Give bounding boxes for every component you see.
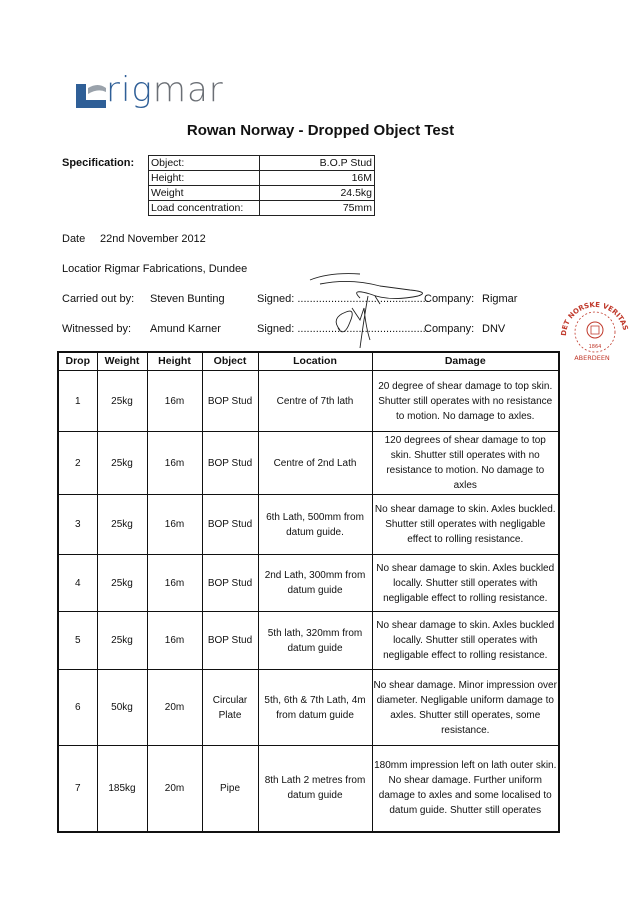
table-cell: 16m — [147, 432, 202, 495]
table-cell: 6th Lath, 500mm from datum guide. — [258, 495, 372, 555]
drop-results-table — [57, 351, 560, 833]
table-header-row — [58, 352, 559, 371]
spec-row — [149, 186, 375, 201]
svg-text:ABERDEEN: ABERDEEN — [574, 354, 610, 362]
specification-label: Specification: — [62, 157, 135, 169]
spec-cell: Height: — [149, 171, 260, 186]
table-cell: 25kg — [97, 371, 147, 432]
carried-out-label: Carried out by: — [62, 293, 135, 305]
spec-row — [149, 156, 375, 171]
date-value: 22nd November 2012 — [100, 233, 206, 245]
table-cell: No shear damage to skin. Axles buckled locally. Shutter still operates with negligable effect to rolling resistance. — [372, 612, 559, 670]
spec-row — [149, 201, 375, 216]
spec-cell: Object: — [149, 156, 260, 171]
table-cell: 8th Lath 2 metres from datum guide — [258, 746, 372, 832]
logo-text: rigmar — [106, 70, 224, 110]
column-header: Damage — [372, 352, 559, 371]
table-row — [58, 612, 559, 670]
company-value: Rigmar — [482, 293, 518, 305]
signature-icon — [290, 268, 450, 358]
table-cell: Circular Plate — [202, 670, 258, 746]
table-cell: 25kg — [97, 555, 147, 612]
table-cell: 25kg — [97, 495, 147, 555]
table-cell: 25kg — [97, 612, 147, 670]
spec-cell: 16M — [260, 171, 375, 186]
rigmar-logo — [72, 70, 224, 116]
company-label: Company: — [424, 323, 475, 335]
table-cell: 16m — [147, 371, 202, 432]
table-cell: 16m — [147, 555, 202, 612]
table-cell: 16m — [147, 495, 202, 555]
table-cell: 5 — [58, 612, 97, 670]
table-row — [58, 555, 559, 612]
table-cell: Pipe — [202, 746, 258, 832]
carried-out-name: Steven Bunting — [150, 293, 225, 305]
table-cell: 6 — [58, 670, 97, 746]
svg-text:1864: 1864 — [588, 344, 602, 350]
table-cell: 180mm impression left on lath outer skin. No shear damage. Further uniform damage to axles and some localised to datum guide. Shutter still operates — [372, 746, 559, 832]
table-cell: 120 degrees of shear damage to top skin. Shutter still operates with no resistance to motion. No damage to axles — [372, 432, 559, 495]
table-cell: 5th, 6th & 7th Lath, 4m from datum guide — [258, 670, 372, 746]
column-header: Object — [202, 352, 258, 371]
witnessed-name: Amund Karner — [150, 323, 221, 335]
column-header: Drop — [58, 352, 97, 371]
table-cell: 185kg — [97, 746, 147, 832]
table-cell: 4 — [58, 555, 97, 612]
spec-row — [149, 171, 375, 186]
witnessed-label: Witnessed by: — [62, 323, 132, 335]
table-row — [58, 746, 559, 832]
table-cell: BOP Stud — [202, 371, 258, 432]
table-cell: BOP Stud — [202, 555, 258, 612]
signed-label: Signed: ........................................... — [257, 293, 429, 305]
table-cell: 3 — [58, 495, 97, 555]
date-label: Date — [62, 233, 86, 245]
table-cell: BOP Stud — [202, 495, 258, 555]
table-cell: BOP Stud — [202, 612, 258, 670]
location-line: Locatior Rigmar Fabrications, Dundee — [62, 263, 248, 275]
spec-cell: Load concentration: — [149, 201, 260, 216]
table-cell: No shear damage. Minor impression over diameter. Negligable uniform damage to axles. Shutter still operates, some resistance. — [372, 670, 559, 746]
logo-mark-icon — [72, 82, 108, 112]
table-cell: 20m — [147, 670, 202, 746]
page-title: Rowan Norway - Dropped Object Test — [186, 122, 455, 139]
table-row — [58, 670, 559, 746]
signed-label: Signed: ........................................... — [257, 323, 429, 335]
table-row — [58, 495, 559, 555]
table-cell: 16m — [147, 612, 202, 670]
table-cell: 5th lath, 320mm from datum guide — [258, 612, 372, 670]
spec-cell: 75mm — [260, 201, 375, 216]
column-header: Location — [258, 352, 372, 371]
column-header: Height — [147, 352, 202, 371]
table-cell: No shear damage to skin. Axles buckled locally. Shutter still operates with negligable effect to rolling resistance. — [372, 555, 559, 612]
table-cell: 7 — [58, 746, 97, 832]
specification-table — [148, 155, 375, 216]
table-cell: 2nd Lath, 300mm from datum guide — [258, 555, 372, 612]
table-cell: 1 — [58, 371, 97, 432]
table-cell: 20 degree of shear damage to top skin. Shutter still operates with no resistance to motion. No damage to axles. — [372, 371, 559, 432]
table-cell: Centre of 2nd Lath — [258, 432, 372, 495]
table-cell: BOP Stud — [202, 432, 258, 495]
spec-cell: B.O.P Stud — [260, 156, 375, 171]
table-row — [58, 371, 559, 432]
table-row — [58, 432, 559, 495]
company-value: DNV — [482, 323, 506, 335]
company-label: Company: — [424, 293, 475, 305]
spec-cell: Weight — [149, 186, 260, 201]
table-cell: No shear damage to skin. Axles buckled. Shutter still operates with negligable effect to rolling resistance. — [372, 495, 559, 555]
spec-cell: 24.5kg — [260, 186, 375, 201]
dnv-stamp — [556, 296, 634, 364]
table-cell: 25kg — [97, 432, 147, 495]
table-cell: Centre of 7th lath — [258, 371, 372, 432]
table-cell: 20m — [147, 746, 202, 832]
column-header: Weight — [97, 352, 147, 371]
svg-text:DET NORSKE VERITAS: DET NORSKE VERITAS — [559, 300, 630, 337]
table-cell: 2 — [58, 432, 97, 495]
table-cell: 50kg — [97, 670, 147, 746]
